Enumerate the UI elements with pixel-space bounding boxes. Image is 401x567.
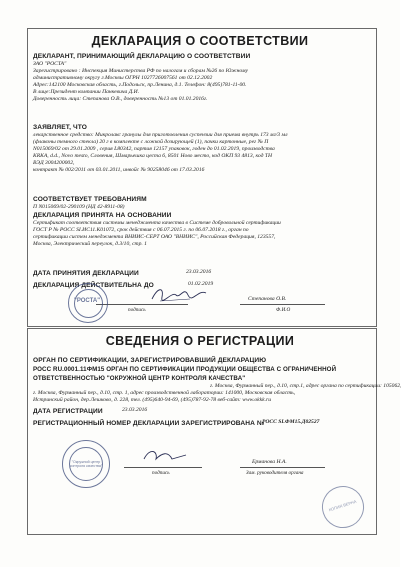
declarant-line-2: административному округу г.Москвы ОГРН 1027726007561 от 02.12.2002	[33, 75, 213, 81]
declaration-signature-caption: подпись	[128, 307, 146, 313]
registration-body-header-2: РОСС RU.0001.11ФМ15 ОРГАН ПО СЕРТИФИКАЦИИ ПРОДУКЦИИ ОБЩЕСТВА С ОГРАНИЧЕННОЙ	[33, 366, 337, 373]
registration-signature-caption: подпись	[152, 470, 170, 476]
registration-number-label: РЕГИСТРАЦИОННЫЙ НОМЕР ДЕКЛАРАЦИИ ЗАРЕГИСТРИРОВАНА №	[33, 420, 265, 427]
copy-stamp-text: КОПИЯ ВЕРНА	[328, 498, 357, 513]
registration-body-line-2: Истринский район, дер.Лешково, д. 228, тел. (495)640-94-69, (495)787-92-78 веб-сайт: www.okkk.ru	[33, 397, 272, 403]
claims-header: ЗАЯВЛЯЕТ, ЧТО	[33, 124, 87, 131]
registration-date-value: 23.03.2016	[122, 407, 148, 413]
date-accepted-label: ДАТА ПРИНЯТИЯ ДЕКЛАРАЦИИ	[33, 270, 139, 277]
registration-body-header-1: ОРГАН ПО СЕРТИФИКАЦИИ, ЗАРЕГИСТРИРОВАВШИЙ ДЕКЛАРАЦИЮ	[33, 357, 267, 364]
basis-line-0: Сертификат соответствия системы менеджмента качества в Системе добровольной сертификации	[33, 220, 281, 226]
declarant-line-3: Адрес:142100 Московская область, г.Подольск, пр.Ленина, д.1. Телефон: 8(495)781-11-00.	[33, 82, 247, 88]
basis-line-3: Москва, Электрический переулок, д.3/10, стр. 1	[33, 241, 147, 247]
claims-line-4: ВЭД 3004200002,	[33, 160, 75, 166]
basis-header: ДЕКЛАРАЦИЯ ПРИНЯТА НА ОСНОВАНИИ	[33, 212, 172, 219]
rosta-stamp	[68, 283, 108, 323]
declaration-signatory-name: Степанова О.В.	[248, 296, 287, 302]
registration-signature-line	[124, 467, 202, 468]
okkk-stamp-text: "Окружной центр контроля качества"	[69, 460, 103, 468]
declaration-signature	[150, 283, 210, 305]
declarant-line-1: Зарегистрировано : Инспекция Министерства РФ по налогам и сборам №26 по Южному	[33, 68, 249, 74]
declaration-signatory-caption: Ф.И.О	[276, 307, 291, 313]
declarant-line-0: ЗАО "РОСТА"	[33, 61, 67, 67]
claims-line-2: N015069/02 от 29.01.2009 , серия L80342, партия 12157 упаковок, годен до 01.02.2019, производства	[33, 146, 275, 152]
registration-date-label: ДАТА РЕГИСТРАЦИИ	[33, 408, 103, 415]
declaration-name-line	[240, 304, 325, 305]
claims-line-0: лекарственное средство: Микролакс гранулы для приготовления суспензии для приема внутрь 173 мг/3 мл	[33, 132, 288, 138]
rosta-stamp-text: "РОСТА"	[74, 298, 101, 304]
basis-line-2: сертификации систем менеджмента ВНИИС-СЕРТ ОАО "ВНИИС", Российская Федерация, 123557,	[33, 234, 276, 240]
registration-body-line-1: г. Москва, Фурманный пер., д.10, стр. 1, адрес производственной лаборатории: 141000, Московская область,	[33, 390, 296, 396]
declarant-header: ДЕКЛАРАНТ, ПРИНИМАЮЩИЙ ДЕКЛАРАЦИЮ О СООТВЕТСТВИИ	[33, 53, 251, 60]
valid-until-label: ДЕКЛАРАЦИЯ ДЕЙСТВИТЕЛЬНА ДО	[33, 282, 154, 289]
claims-line-5: контракт № 002/2011 от 03.01.2011, инвойс № 90258046 от 17.03.2016	[33, 167, 205, 173]
registration-name-line	[240, 467, 325, 468]
registration-signatory-name: Ерманова Н.А.	[252, 459, 287, 465]
registration-signature	[140, 445, 190, 467]
declarant-line-5: Доверенность лица: Степанова О.В., доверенность №13 от 01.01.2016г.	[33, 96, 208, 102]
date-accepted-value: 23.03.2016	[186, 269, 212, 275]
requirements-line: П N015069/02-290109 (НД 42-8911-08)	[33, 204, 125, 210]
declarant-line-4: В лице:Президент компании Панкевича Д.И.	[33, 89, 140, 95]
registration-title: СВЕДЕНИЯ О РЕГИСТРАЦИИ	[105, 334, 295, 348]
claims-line-1: (флаконы темного стекла) 20 г в комплекте с ложкой дозирующей (1), пачки картонные, рег № П	[33, 139, 269, 145]
valid-until-value: 01.02.2019	[188, 281, 214, 287]
okkk-stamp	[62, 440, 110, 488]
registration-body-line-0: г. Москва, Фурманный пер., д.10, стр.1, адрес органа по сертификации: 105062,	[210, 383, 401, 389]
registration-signatory-caption: Зам. руководителя органа	[246, 470, 304, 476]
basis-line-1: ГОСТ Р № РОСС SI.ИС11.К01072, срок действия с 06.07.2015 г. по 06.07.2018 г., орган по	[33, 227, 249, 233]
requirements-header: СООТВЕТСТВУЕТ ТРЕБОВАНИЯМ	[33, 196, 147, 203]
declaration-title: ДЕКЛАРАЦИЯ О СООТВЕТСТВИИ	[91, 34, 309, 48]
registration-body-header-3: ОТВЕТСТВЕННОСТЬЮ "ОКРУЖНОЙ ЦЕНТР КОНТРОЛЯ КАЧЕСТВА"	[33, 375, 246, 382]
registration-number-value: РОСС SI.ФМ15.Д02527	[262, 419, 320, 425]
claims-line-3: KRKA, d.d., Novo mesto, Словения, Шмарьешка цеста 6, 8501 Ново место, код ОКП 93 4813, код ТН	[33, 153, 272, 159]
